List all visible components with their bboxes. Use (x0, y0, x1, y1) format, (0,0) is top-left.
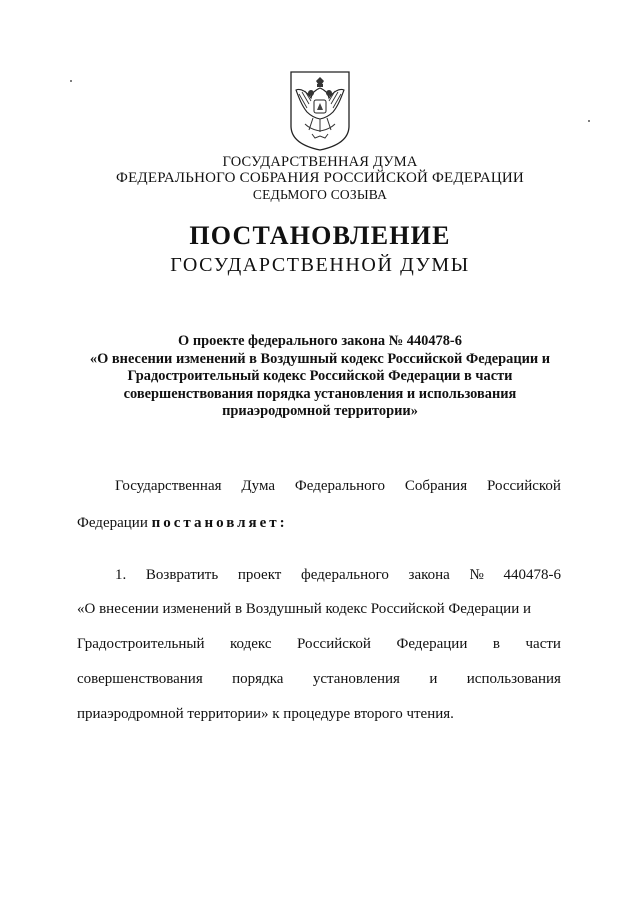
word: № (469, 567, 484, 583)
word: Собрания (404, 478, 468, 494)
subject-line: совершенствования порядка установления и использования (123, 385, 517, 402)
bill-number: 440478-6 (503, 567, 561, 583)
organization-name: ГОСУДАРСТВЕННАЯ ДУМА (222, 154, 418, 170)
word: в (492, 636, 500, 652)
preamble-line (77, 515, 561, 535)
word: и (429, 671, 438, 687)
word: использования (466, 671, 561, 687)
word: Государственная (115, 478, 222, 494)
item-line: «О внесении изменений в Воздушный кодекс Российской Федерации и (77, 601, 532, 617)
scan-speck (70, 80, 72, 82)
document-type-title: ПОСТАНОВЛЕНИЕ (189, 221, 451, 250)
subject-line: приаэродромной территории» (222, 403, 418, 419)
word: Возвратить (145, 567, 219, 583)
organization-assembly: ФЕДЕРАЛЬНОГО СОБРАНИЯ РОССИЙСКОЙ ФЕДЕРАЦИИ (116, 170, 524, 186)
convocation: СЕДЬМОГО СОЗЫВА (252, 187, 388, 202)
double-headed-eagle-icon (287, 68, 353, 152)
word: Российской (487, 478, 561, 494)
word: федерального (301, 567, 389, 583)
item-number: 1. (115, 567, 127, 583)
word: установления (312, 671, 400, 687)
resolves-verb: постановляет: (151, 515, 288, 531)
coat-of-arms-emblem (287, 68, 353, 152)
word: Федерации (77, 515, 148, 531)
resolution-item-1 (77, 567, 561, 726)
subject-line: О проекте федерального закона № 440478-6 (178, 333, 462, 349)
word: проект (237, 567, 282, 583)
item-line (77, 671, 561, 691)
word: Российской (297, 636, 371, 652)
item-line: приаэродромной территории» к процедуре второго чтения. (77, 706, 454, 722)
preamble-line (115, 478, 561, 498)
word: части (525, 636, 561, 652)
subject-line: «О внесении изменений в Воздушный кодекс Российской Федерации и (89, 350, 551, 367)
word: закона (408, 567, 450, 583)
word: Федерального (294, 478, 385, 494)
word: совершенствования (77, 671, 203, 687)
document-issuer: ГОСУДАРСТВЕННОЙ ДУМЫ (170, 254, 470, 276)
document-subject (60, 333, 580, 421)
word: порядка (232, 671, 284, 687)
word: Дума (241, 478, 276, 494)
word: кодекс (230, 636, 272, 652)
item-line (77, 636, 561, 656)
item-line (115, 567, 561, 587)
word: Градостроительный (77, 636, 205, 652)
word: Федерации (396, 636, 468, 652)
subject-line: Градостроительный кодекс Российской Федерации в части (127, 368, 513, 384)
preamble-paragraph (77, 478, 561, 535)
scan-speck (588, 120, 590, 122)
